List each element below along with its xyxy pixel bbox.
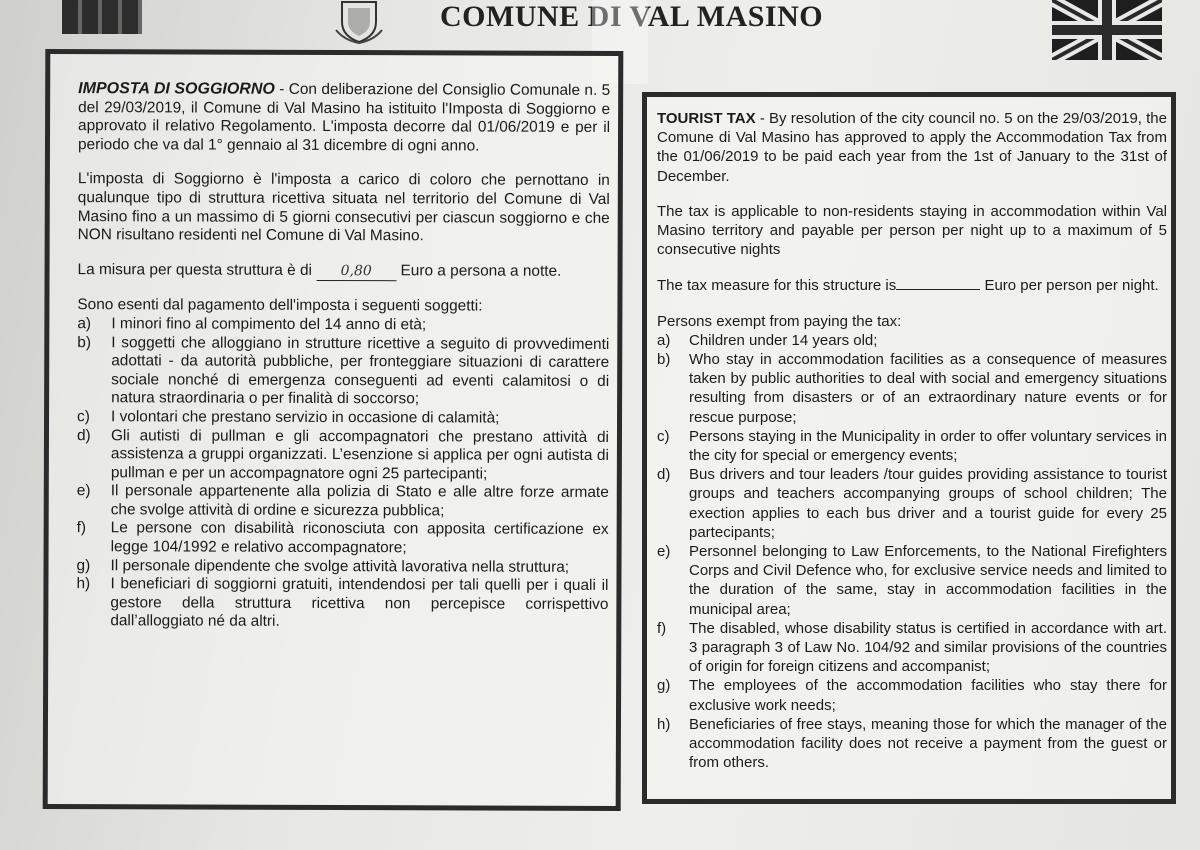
- list-item: f) The disabled, whose disability status is certified in accordance with art. 3 paragraph 3 of Law No. 104/92 and similar provisions of the countries of origin for foreign citizens and accompanist;: [657, 619, 1167, 676]
- italian-measure: [78, 261, 610, 282]
- english-notice-text: [657, 109, 1167, 773]
- list-item: e) Personnel belonging to Law Enforcements, to the National Firefighters Corps and Civil Defence who, for exclusive service needs and limited to the duration of the same, stay in accommodation facilities in the municipal area;: [657, 543, 1167, 618]
- italian-notice-text: [76, 80, 610, 633]
- dark-header-mark: [62, 0, 142, 34]
- italian-measure-suffix: Euro a persona a notte.: [400, 261, 562, 280]
- page-title: COMUNE DI VAL MASINO: [440, 0, 824, 33]
- italian-exempt-heading: Sono esenti dal pagamento dell'imposta i seguenti soggetti:: [77, 296, 483, 315]
- list-item: b) Who stay in accommodation facilities as a consequence of measures taken by public authorities to deal with social and emergency situations resulting from disasters or of an extraordinary nature events or for rescue purpose;: [657, 351, 1167, 426]
- english-notice-panel: [642, 92, 1176, 804]
- english-definition: The tax is applicable to non-residents staying in accommodation within Val Masino territory and payable per person per night up to a maximum of 5 consecutive nights: [657, 202, 1167, 259]
- italian-measure-value: 0,80: [316, 262, 396, 282]
- list-item: g) Il personale dipendente che svolge attività lavorativa nella struttura;: [76, 556, 570, 576]
- italian-definition: L'imposta di Soggiorno è l'imposta a carico di coloro che pernottano in qualunque tipo di struttura ricettiva situata nel territorio del Comune di Val Masino fino a un massimo di 5 giorni consecutivi per ciascun soggiorno e che NON risultano residenti nel Comune di Val Masino.: [77, 170, 610, 245]
- list-item: d) Gli autisti di pullman e gli accompagnatori che prestano attività di assistenza a gruppi organizzati. L’esenzione si applica per ogni autista di pullman e per un accompagnatore ogni 25 partecipanti;: [76, 426, 610, 483]
- english-measure-suffix: Euro per person per night.: [984, 277, 1159, 295]
- english-exempt-heading: Persons exempt from paying the tax:: [657, 312, 902, 330]
- english-measure-blank: [896, 275, 980, 290]
- list-item: h) Beneficiaries of free stays, meaning those for which the manager of the accommodation facility does not receive a payment from the guest or from others.: [657, 715, 1167, 772]
- italian-intro: [78, 80, 610, 156]
- list-item: c) Persons staying in the Municipality in order to offer voluntary services in the city for special or emergency events;: [657, 427, 1167, 465]
- list-item: d) Bus drivers and tour leaders /tour guides providing assistance to tourist groups and teachers accompanying groups of school children; The exection applies to each bus driver and a tourist guide for every 25 partecipants;: [657, 466, 1167, 541]
- italian-intro-lead: IMPOSTA DI SOGGIORNO: [78, 80, 275, 98]
- list-item: h) I beneficiari di soggiorni gratuiti, intendendosi per tali quelli per i quali il gestore della struttura ricettiva non percepisce corrispettivo dall’alloggiato né da altri.: [76, 575, 609, 631]
- list-item: e) Il personale appartenente alla polizia di Stato e alle altre forze armate che svolge attività di ordine e sicurezza pubblica;: [76, 482, 609, 520]
- italian-intro-text: - Con deliberazione del Consiglio Comunale n. 5 del 29/03/2019, il Comune di Val Masino ha istituito l'Imposta di Soggiorno e approvato il relativo Regolamento. L'imposta decorre dal 01/06/2019 e per il periodo che va dal 1° gennaio al 31 dicembre di ogni anno.: [77, 80, 611, 155]
- municipal-crest-icon: [334, 0, 384, 44]
- list-item: a) Children under 14 years old;: [657, 331, 878, 349]
- english-intro-text: - By resolution of the city council no. 5 on the 29/03/2019, the Comune di Val Masino has approved to apply the Accommodation Tax from the 01/06/2019 to be paid each year from the 1st of January to the 31st of December.: [657, 110, 1167, 185]
- english-intro: [657, 109, 1167, 186]
- union-jack-flag-icon: [1052, 0, 1162, 60]
- list-item: b) I soggetti che alloggiano in strutture ricettive a seguito di provvedimenti adottati - da autorità pubbliche, per fronteggiare situazioni di carattere sociale nonché di emergenza conseguenti ad eventi calamitosi o di natura straordinaria o per finalità di soccorso;: [77, 333, 610, 408]
- list-item: g) The employees of the accommodation facilities who stay there for exclusive work needs;: [657, 677, 1167, 714]
- english-measure: [657, 275, 1167, 295]
- italian-notice-panel: [43, 49, 624, 811]
- english-measure-prefix: The tax measure for this structure is: [657, 277, 897, 295]
- english-intro-lead: TOURIST TAX: [657, 110, 756, 127]
- english-exemptions-list: [657, 331, 1167, 773]
- list-item: c) I volontari che prestano servizio in occasione di calamità;: [77, 408, 500, 427]
- italian-exemptions-list: [76, 315, 609, 633]
- italian-measure-prefix: La misura per questa struttura è di: [77, 260, 312, 279]
- list-item: a) I minori fino al compimento del 14 anno di età;: [77, 315, 427, 334]
- list-item: f) Le persone con disabilità riconosciuta con apposita certificazione ex legge 104/1992 e relativo accompagnatore;: [76, 519, 609, 557]
